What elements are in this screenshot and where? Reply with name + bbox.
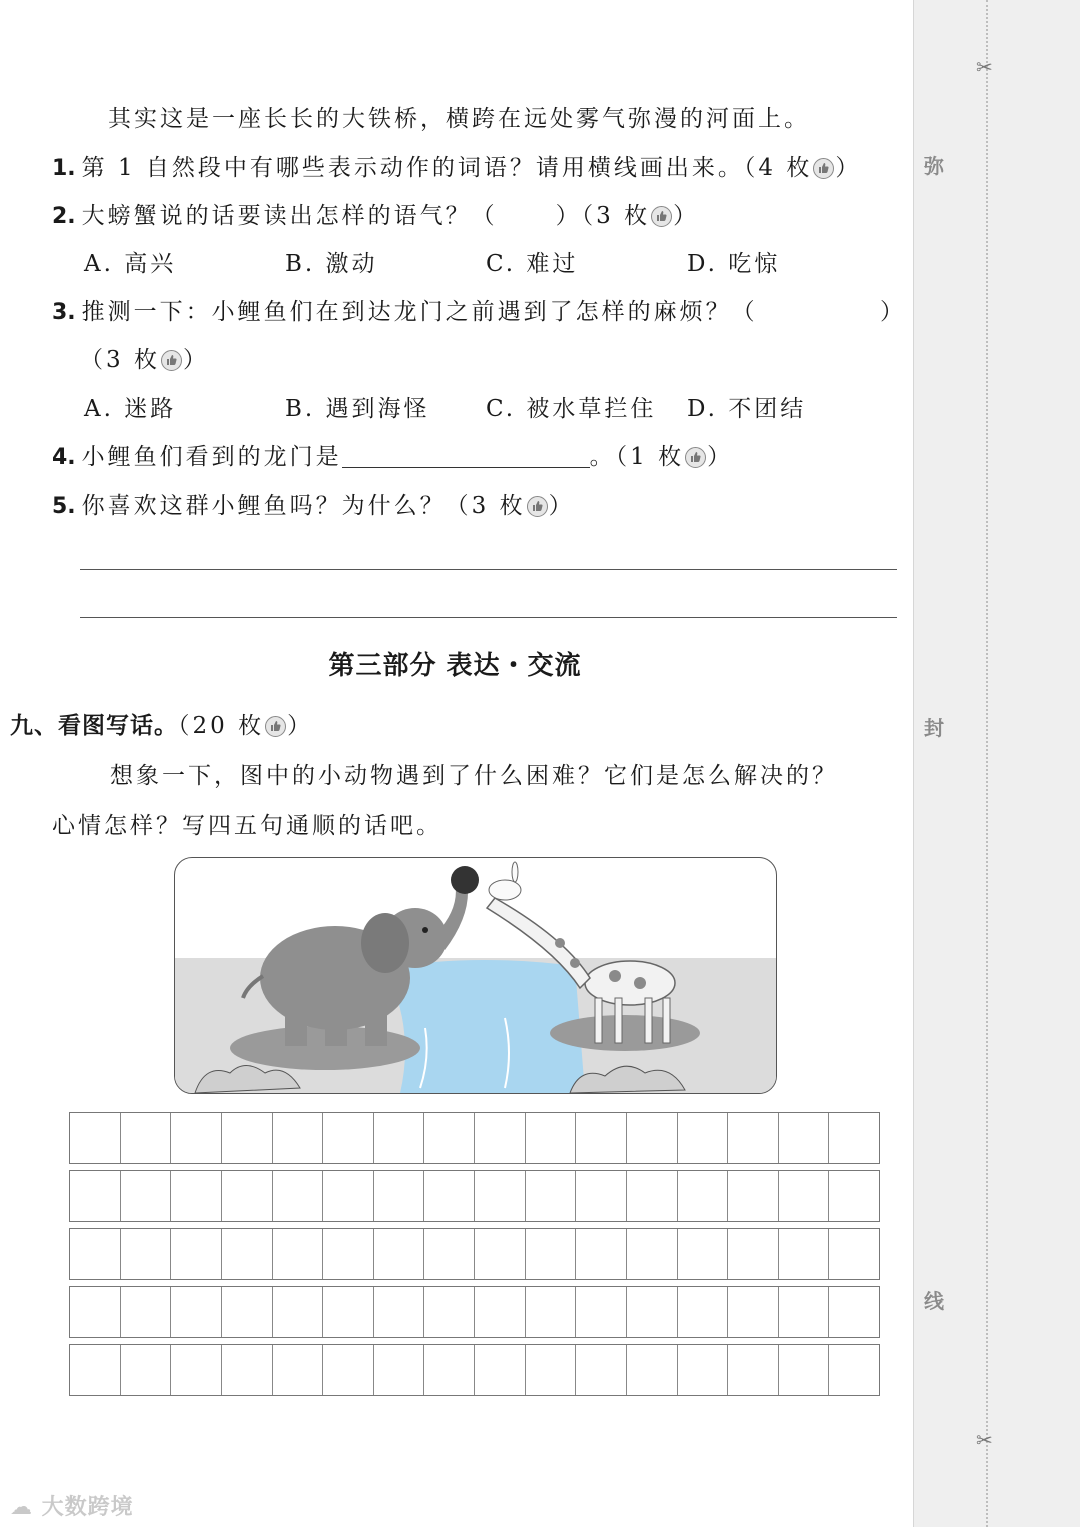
question-number: 5. [52, 494, 76, 519]
task-9-instruction: 想象一下，图中的小动物遇到了什么困难？它们是怎么解决的？ [110, 763, 838, 789]
question-3-points: （3 枚 ） [80, 347, 209, 373]
thumbs-up-badge-icon [161, 350, 182, 371]
writing-grid-row[interactable] [69, 1170, 880, 1222]
margin-char: 封 [924, 716, 944, 740]
option: A. 迷路 [84, 396, 177, 422]
question-number: 1. [52, 156, 76, 181]
option: B. 激动 [285, 251, 378, 277]
question-text: 大螃蟹说的话要读出怎样的语气？（ [81, 203, 498, 229]
task-9-heading: 九、看图写话。（20 枚 ） [10, 713, 314, 739]
writing-grid-row[interactable] [69, 1112, 880, 1164]
question-number: 4. [52, 445, 76, 470]
writing-grid-row[interactable] [69, 1286, 880, 1338]
question-text: 小鲤鱼们看到的龙门是 [81, 444, 342, 470]
scissors-icon: ✂ [976, 1428, 993, 1452]
question-text: 你喜欢这群小鲤鱼吗？为什么？（3 枚 [81, 493, 526, 519]
answer-line[interactable] [80, 569, 897, 570]
writing-grid-row[interactable] [69, 1228, 880, 1280]
thumbs-up-badge-icon [813, 158, 834, 179]
writing-grid-row[interactable] [69, 1344, 880, 1396]
answer-paren-close[interactable]: ） [880, 299, 906, 325]
fill-in-blank[interactable] [342, 441, 590, 468]
dotted-cut-line [986, 0, 988, 1527]
margin-char: 线 [924, 1289, 944, 1313]
question-4: 4. 小鲤鱼们看到的龙门是 。（1 枚 ） [52, 441, 733, 474]
question-number: 2. [52, 204, 76, 229]
question-1: 1. 第 1 自然段中有哪些表示动作的词语？请用横线画出来。（4 枚 ） [52, 155, 862, 181]
question-3 [52, 296, 758, 329]
question-number: 3. [52, 300, 76, 325]
thumbs-up-badge-icon [527, 496, 548, 517]
task-9-instruction: 心情怎样？写四五句通顺的话吧。 [52, 813, 442, 839]
option: C. 被水草拦住 [486, 396, 657, 422]
question-2: 2. 大螃蟹说的话要读出怎样的语气？（ ）（3 枚 ） [52, 203, 700, 229]
thumbs-up-badge-icon [651, 206, 672, 227]
option: D. 吃惊 [687, 251, 781, 277]
illustration-elephant-giraffe [174, 857, 777, 1094]
watermark: ☁ 大数跨境 [10, 1495, 134, 1520]
seal-line-margin [913, 0, 1080, 1527]
watermark-logo-icon: ☁ [10, 1495, 42, 1520]
option: B. 遇到海怪 [285, 396, 430, 422]
answer-line[interactable] [80, 617, 897, 618]
thumbs-up-badge-icon [265, 716, 286, 737]
question-5: 5. 你喜欢这群小鲤鱼吗？为什么？（3 枚 ） [52, 493, 575, 519]
passage-line: 其实这是一座长长的大铁桥，横跨在远处雾气弥漫的河面上。 [108, 106, 810, 132]
thumbs-up-badge-icon [685, 447, 706, 468]
question-text: 第 1 自然段中有哪些表示动作的词语？请用横线画出来。（4 枚 [81, 155, 813, 181]
option: D. 不团结 [687, 396, 807, 422]
option: C. 难过 [486, 251, 579, 277]
scissors-icon: ✂ [976, 55, 993, 79]
question-text: 推测一下：小鲤鱼们在到达龙门之前遇到了怎样的麻烦？（ [81, 299, 758, 325]
option: A. 高兴 [84, 251, 177, 277]
section-title: 第三部分 表达・交流 [328, 651, 582, 681]
margin-char: 弥 [924, 154, 944, 178]
